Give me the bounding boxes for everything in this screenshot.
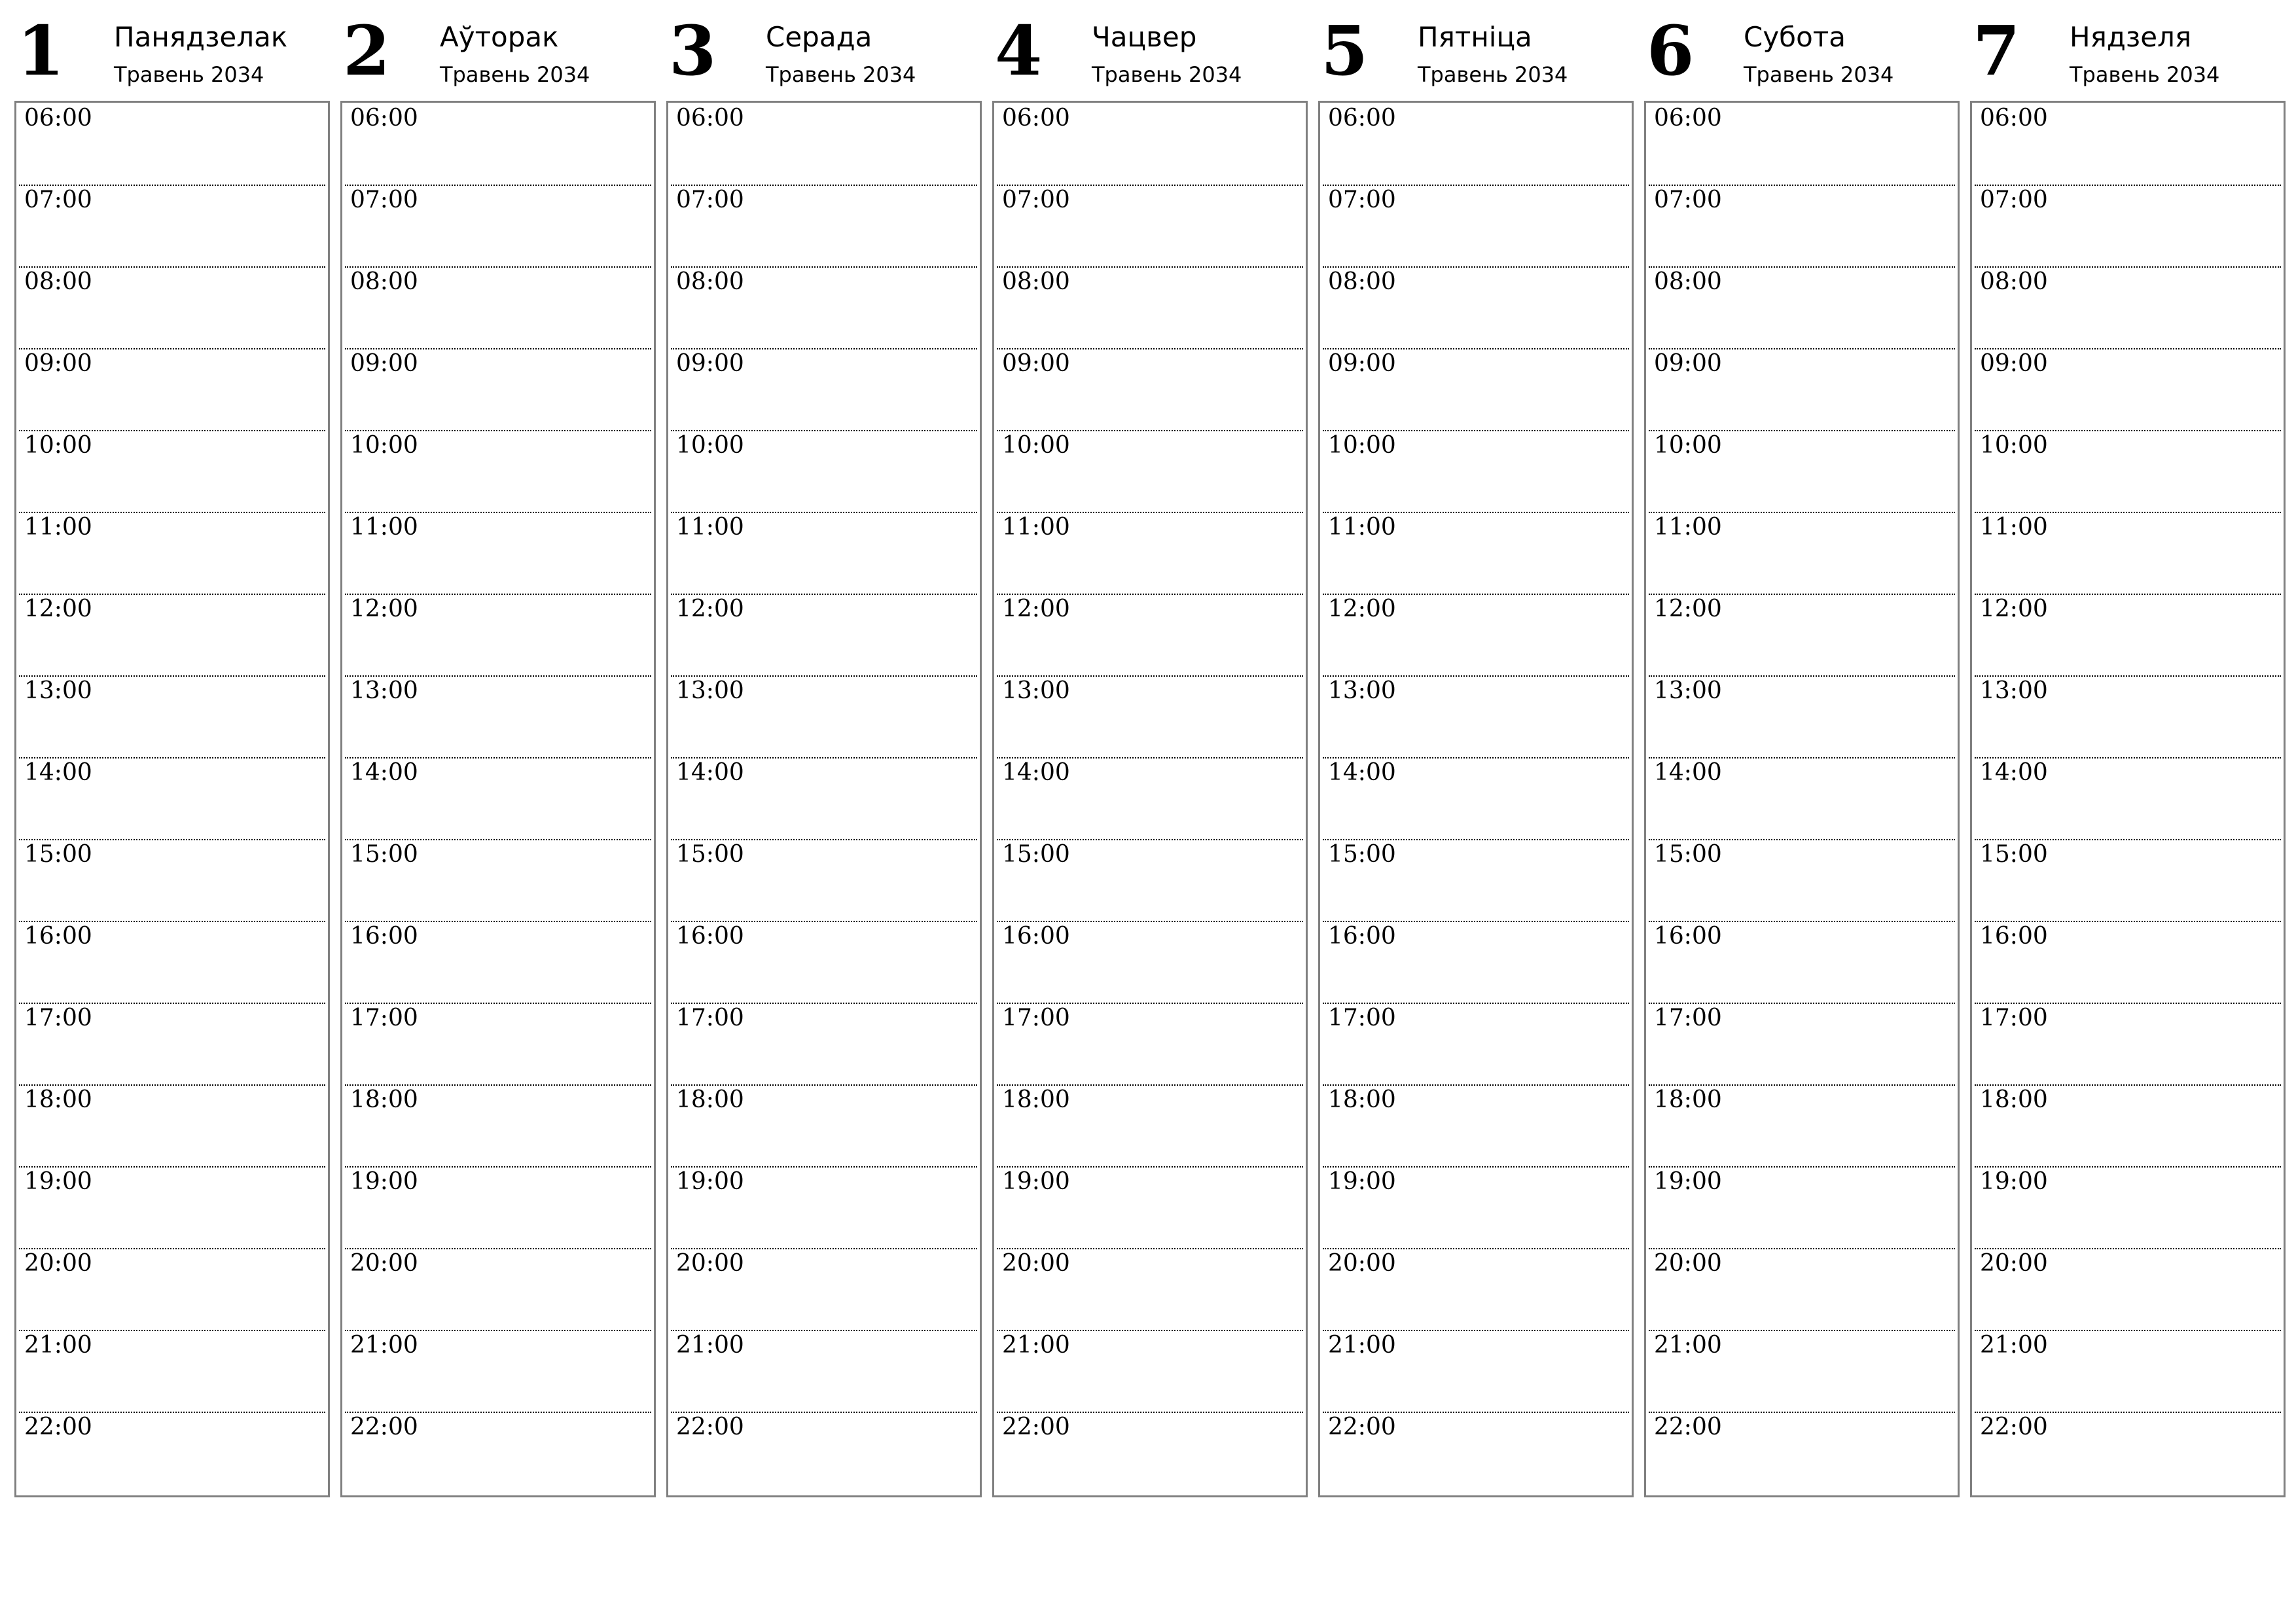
hour-label: 18:00: [350, 1086, 418, 1113]
hour-slot: [1649, 1084, 1955, 1168]
hour-slot: [997, 1412, 1303, 1493]
hour-slot: [1323, 1084, 1629, 1168]
hour-slot: [671, 675, 977, 758]
hour-label: 06:00: [350, 105, 418, 132]
hour-label: 11:00: [676, 514, 744, 541]
hour-label: 22:00: [1328, 1414, 1396, 1440]
hour-label: 14:00: [1328, 759, 1396, 786]
day-schedule-box: [666, 101, 982, 1497]
hour-slot: [671, 103, 977, 186]
hour-label: 20:00: [1002, 1250, 1070, 1277]
hour-slot: [1649, 1166, 1955, 1249]
hour-label: 19:00: [350, 1168, 418, 1195]
day-schedule-box: [1644, 101, 1960, 1497]
day-name: Панядзелак: [114, 21, 288, 53]
hour-slot: [997, 839, 1303, 922]
hour-label: 21:00: [676, 1332, 744, 1359]
hour-label: 14:00: [1654, 759, 1722, 786]
hour-slot: [1975, 1003, 2281, 1086]
hour-slot: [1649, 757, 1955, 840]
hour-label: 14:00: [1002, 759, 1070, 786]
hour-slot: [1649, 103, 1955, 186]
hour-slot: [671, 1412, 977, 1493]
day-name: Серада: [766, 21, 872, 53]
hour-slot: [1649, 430, 1955, 513]
hour-label: 08:00: [1654, 268, 1722, 295]
hour-label: 19:00: [24, 1168, 92, 1195]
hour-label: 20:00: [676, 1250, 744, 1277]
hour-slot: [1323, 921, 1629, 1004]
hour-slot: [1323, 594, 1629, 677]
hour-slot: [345, 1412, 651, 1493]
hour-slot: [1975, 839, 2281, 922]
hour-slot: [1975, 921, 2281, 1004]
hour-slot: [19, 1166, 325, 1249]
hour-slot: [1323, 512, 1629, 595]
hour-label: 08:00: [1002, 268, 1070, 295]
hour-label: 16:00: [1002, 923, 1070, 950]
hour-slot: [1649, 1003, 1955, 1086]
month-year-label: Травень 2034: [114, 62, 264, 87]
hour-label: 16:00: [1328, 923, 1396, 950]
hour-slot: [345, 1003, 651, 1086]
hour-slot: [1975, 1330, 2281, 1413]
hour-slot: [19, 103, 325, 186]
hour-slot: [19, 266, 325, 349]
hour-label: 12:00: [1002, 596, 1070, 622]
hour-label: 15:00: [1002, 841, 1070, 868]
hour-slot: [1649, 266, 1955, 349]
hour-label: 15:00: [1654, 841, 1722, 868]
hour-label: 17:00: [350, 1005, 418, 1031]
hour-label: 08:00: [676, 268, 744, 295]
hour-label: 10:00: [1002, 432, 1070, 459]
hour-label: 11:00: [24, 514, 92, 541]
hour-label: 12:00: [350, 596, 418, 622]
day-header: [666, 0, 994, 99]
hour-slot: [1649, 675, 1955, 758]
hour-label: 13:00: [1980, 677, 2048, 704]
hour-label: 06:00: [1002, 105, 1070, 132]
hour-slot: [671, 921, 977, 1004]
hour-slot: [1649, 1248, 1955, 1331]
hour-slot: [1323, 266, 1629, 349]
hour-slot: [345, 430, 651, 513]
hour-label: 22:00: [1980, 1414, 2048, 1440]
hour-label: 06:00: [1980, 105, 2048, 132]
hour-slot: [1323, 1330, 1629, 1413]
hour-label: 08:00: [350, 268, 418, 295]
month-year-label: Травень 2034: [440, 62, 590, 87]
day-schedule-box: [1970, 101, 2286, 1497]
hour-slot: [1975, 1166, 2281, 1249]
hour-label: 06:00: [1328, 105, 1396, 132]
hour-label: 20:00: [24, 1250, 92, 1277]
hour-label: 14:00: [1980, 759, 2048, 786]
hour-slot: [1323, 185, 1629, 268]
hour-slot: [345, 1166, 651, 1249]
hour-label: 10:00: [1980, 432, 2048, 459]
hour-slot: [1323, 1003, 1629, 1086]
hour-slot: [19, 839, 325, 922]
hour-slot: [345, 1330, 651, 1413]
hour-slot: [997, 1166, 1303, 1249]
hour-label: 17:00: [1654, 1005, 1722, 1031]
hour-label: 19:00: [1654, 1168, 1722, 1195]
hour-slot: [1649, 839, 1955, 922]
hour-label: 13:00: [676, 677, 744, 704]
hour-slot: [19, 1084, 325, 1168]
hour-label: 08:00: [1328, 268, 1396, 295]
hour-label: 06:00: [676, 105, 744, 132]
hour-slot: [1649, 1412, 1955, 1493]
hour-label: 20:00: [1654, 1250, 1722, 1277]
hour-slot: [19, 757, 325, 840]
hour-label: 20:00: [1980, 1250, 2048, 1277]
hour-label: 18:00: [676, 1086, 744, 1113]
hour-slot: [671, 1166, 977, 1249]
hour-label: 15:00: [676, 841, 744, 868]
hour-slot: [997, 594, 1303, 677]
hour-slot: [19, 1248, 325, 1331]
hour-label: 13:00: [350, 677, 418, 704]
day-header: [340, 0, 668, 99]
hour-slot: [1323, 757, 1629, 840]
hour-slot: [345, 757, 651, 840]
hour-label: 20:00: [350, 1250, 418, 1277]
hour-label: 07:00: [676, 187, 744, 213]
hour-slot: [345, 1084, 651, 1168]
hour-label: 08:00: [1980, 268, 2048, 295]
hour-slot: [1975, 594, 2281, 677]
month-year-label: Травень 2034: [1418, 62, 1568, 87]
hour-slot: [345, 103, 651, 186]
day-header: [1644, 0, 1971, 99]
month-year-label: Травень 2034: [766, 62, 916, 87]
hour-label: 13:00: [1654, 677, 1722, 704]
hour-label: 17:00: [1980, 1005, 2048, 1031]
hour-slot: [1975, 757, 2281, 840]
day-name: Субота: [1744, 21, 1846, 53]
hour-label: 15:00: [350, 841, 418, 868]
day-schedule-box: [340, 101, 656, 1497]
hour-slot: [671, 512, 977, 595]
hour-label: 07:00: [350, 187, 418, 213]
day-name: Чацвер: [1092, 21, 1197, 53]
hour-slot: [997, 1248, 1303, 1331]
hour-label: 18:00: [1328, 1086, 1396, 1113]
day-header: [14, 0, 342, 99]
hour-label: 19:00: [1328, 1168, 1396, 1195]
hour-label: 09:00: [350, 350, 418, 377]
hour-label: 21:00: [1654, 1332, 1722, 1359]
hour-slot: [671, 594, 977, 677]
day-number: 2: [343, 10, 391, 91]
hour-slot: [345, 675, 651, 758]
day-header: [1970, 0, 2296, 99]
hour-slot: [997, 921, 1303, 1004]
hour-slot: [19, 185, 325, 268]
hour-slot: [1649, 1330, 1955, 1413]
hour-slot: [1975, 1084, 2281, 1168]
hour-label: 22:00: [676, 1414, 744, 1440]
hour-slot: [997, 1330, 1303, 1413]
hour-label: 20:00: [1328, 1250, 1396, 1277]
hour-label: 16:00: [676, 923, 744, 950]
hour-slot: [671, 1003, 977, 1086]
hour-slot: [997, 512, 1303, 595]
month-year-label: Травень 2034: [1744, 62, 1894, 87]
hour-label: 19:00: [1002, 1168, 1070, 1195]
hour-label: 22:00: [1002, 1414, 1070, 1440]
hour-label: 22:00: [24, 1414, 92, 1440]
hour-slot: [1975, 675, 2281, 758]
hour-slot: [19, 348, 325, 431]
hour-label: 08:00: [24, 268, 92, 295]
day-number: 4: [995, 10, 1043, 91]
hour-label: 17:00: [676, 1005, 744, 1031]
hour-slot: [997, 757, 1303, 840]
hour-label: 09:00: [1654, 350, 1722, 377]
day-schedule-box: [992, 101, 1308, 1497]
hour-label: 10:00: [676, 432, 744, 459]
hour-slot: [1323, 1412, 1629, 1493]
hour-slot: [671, 430, 977, 513]
day-name: Нядзеля: [2070, 21, 2192, 53]
day-schedule-box: [1318, 101, 1634, 1497]
hour-label: 19:00: [1980, 1168, 2048, 1195]
hour-slot: [1975, 103, 2281, 186]
hour-slot: [1975, 185, 2281, 268]
hour-slot: [1323, 839, 1629, 922]
hour-slot: [671, 185, 977, 268]
hour-slot: [1323, 1248, 1629, 1331]
hour-label: 17:00: [1328, 1005, 1396, 1031]
hour-slot: [19, 1003, 325, 1086]
hour-label: 09:00: [24, 350, 92, 377]
hour-label: 15:00: [1328, 841, 1396, 868]
hour-label: 14:00: [350, 759, 418, 786]
hour-slot: [345, 1248, 651, 1331]
hour-slot: [19, 430, 325, 513]
hour-label: 09:00: [1002, 350, 1070, 377]
hour-slot: [997, 348, 1303, 431]
hour-label: 10:00: [350, 432, 418, 459]
hour-slot: [997, 430, 1303, 513]
hour-label: 17:00: [1002, 1005, 1070, 1031]
hour-label: 21:00: [24, 1332, 92, 1359]
hour-slot: [1323, 430, 1629, 513]
hour-slot: [1323, 103, 1629, 186]
hour-slot: [671, 1248, 977, 1331]
hour-label: 07:00: [1002, 187, 1070, 213]
hour-label: 18:00: [1002, 1086, 1070, 1113]
hour-label: 21:00: [350, 1332, 418, 1359]
hour-label: 07:00: [1654, 187, 1722, 213]
hour-label: 12:00: [1328, 596, 1396, 622]
day-schedule-box: [14, 101, 330, 1497]
hour-label: 12:00: [1654, 596, 1722, 622]
hour-label: 18:00: [1654, 1086, 1722, 1113]
hour-slot: [671, 348, 977, 431]
hour-slot: [345, 266, 651, 349]
hour-label: 12:00: [24, 596, 92, 622]
hour-slot: [1649, 512, 1955, 595]
hour-label: 15:00: [1980, 841, 2048, 868]
hour-slot: [997, 103, 1303, 186]
hour-slot: [671, 1084, 977, 1168]
hour-slot: [19, 594, 325, 677]
hour-slot: [19, 675, 325, 758]
hour-label: 13:00: [1328, 677, 1396, 704]
day-number: 5: [1321, 10, 1369, 91]
day-number: 1: [17, 10, 65, 91]
hour-label: 10:00: [1654, 432, 1722, 459]
hour-label: 18:00: [1980, 1086, 2048, 1113]
hour-label: 21:00: [1002, 1332, 1070, 1359]
hour-slot: [345, 594, 651, 677]
hour-slot: [19, 921, 325, 1004]
hour-label: 17:00: [24, 1005, 92, 1031]
hour-label: 07:00: [24, 187, 92, 213]
hour-slot: [1323, 675, 1629, 758]
hour-slot: [1975, 348, 2281, 431]
hour-slot: [1649, 348, 1955, 431]
hour-slot: [671, 757, 977, 840]
day-number: 3: [669, 10, 717, 91]
hour-label: 11:00: [350, 514, 418, 541]
hour-label: 19:00: [676, 1168, 744, 1195]
hour-slot: [997, 266, 1303, 349]
hour-label: 14:00: [24, 759, 92, 786]
hour-label: 09:00: [676, 350, 744, 377]
hour-label: 22:00: [350, 1414, 418, 1440]
hour-slot: [19, 1412, 325, 1493]
hour-label: 21:00: [1328, 1332, 1396, 1359]
day-header: [992, 0, 1319, 99]
hour-label: 06:00: [1654, 105, 1722, 132]
hour-label: 11:00: [1328, 514, 1396, 541]
hour-slot: [345, 921, 651, 1004]
hour-slot: [997, 1084, 1303, 1168]
hour-label: 11:00: [1980, 514, 2048, 541]
hour-slot: [1975, 512, 2281, 595]
hour-slot: [1975, 266, 2281, 349]
hour-label: 14:00: [676, 759, 744, 786]
hour-label: 09:00: [1980, 350, 2048, 377]
hour-label: 22:00: [1654, 1414, 1722, 1440]
hour-slot: [671, 266, 977, 349]
hour-label: 16:00: [350, 923, 418, 950]
hour-slot: [1323, 1166, 1629, 1249]
day-header: [1318, 0, 1645, 99]
hour-label: 06:00: [24, 105, 92, 132]
hour-label: 11:00: [1002, 514, 1070, 541]
hour-slot: [1323, 348, 1629, 431]
hour-slot: [1975, 1248, 2281, 1331]
hour-slot: [1649, 594, 1955, 677]
hour-label: 21:00: [1980, 1332, 2048, 1359]
hour-slot: [671, 839, 977, 922]
hour-slot: [345, 839, 651, 922]
hour-label: 13:00: [24, 677, 92, 704]
hour-label: 12:00: [1980, 596, 2048, 622]
hour-label: 12:00: [676, 596, 744, 622]
hour-slot: [997, 185, 1303, 268]
hour-slot: [1649, 185, 1955, 268]
hour-label: 15:00: [24, 841, 92, 868]
month-year-label: Травень 2034: [1092, 62, 1242, 87]
month-year-label: Травень 2034: [2070, 62, 2220, 87]
hour-slot: [1975, 1412, 2281, 1493]
hour-slot: [19, 1330, 325, 1413]
hour-label: 18:00: [24, 1086, 92, 1113]
hour-label: 07:00: [1980, 187, 2048, 213]
hour-slot: [19, 512, 325, 595]
day-number: 6: [1647, 10, 1695, 91]
hour-label: 16:00: [24, 923, 92, 950]
hour-slot: [345, 185, 651, 268]
hour-label: 13:00: [1002, 677, 1070, 704]
hour-label: 10:00: [1328, 432, 1396, 459]
hour-slot: [997, 1003, 1303, 1086]
day-name: Пятніца: [1418, 21, 1532, 53]
hour-label: 16:00: [1980, 923, 2048, 950]
hour-label: 11:00: [1654, 514, 1722, 541]
hour-slot: [345, 348, 651, 431]
hour-label: 09:00: [1328, 350, 1396, 377]
hour-label: 10:00: [24, 432, 92, 459]
hour-slot: [1649, 921, 1955, 1004]
hour-slot: [997, 675, 1303, 758]
hour-label: 16:00: [1654, 923, 1722, 950]
day-name: Аўторак: [440, 21, 559, 53]
hour-slot: [1975, 430, 2281, 513]
hour-slot: [345, 512, 651, 595]
hour-slot: [671, 1330, 977, 1413]
hour-label: 07:00: [1328, 187, 1396, 213]
day-number: 7: [1973, 10, 2020, 91]
